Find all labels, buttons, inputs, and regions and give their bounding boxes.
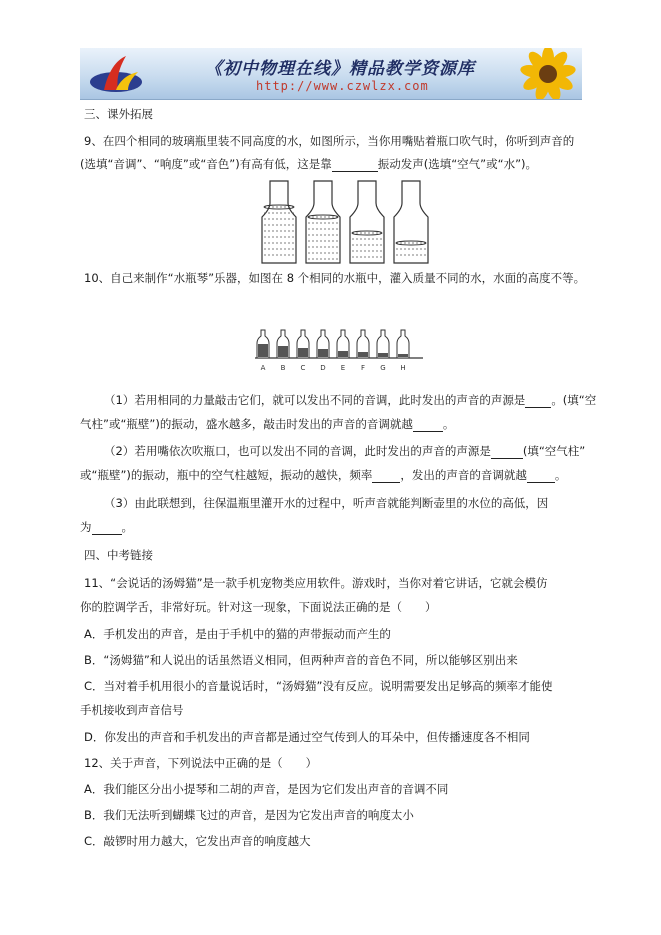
answer-blank (372, 482, 400, 483)
banner-url: http://www.czwlzx.com (256, 79, 429, 93)
q12-option-c: C．敲锣时用力越大，它发出声音的响度越大 (84, 834, 311, 848)
bottle-label-e: E (340, 364, 346, 372)
q9-line2: (选填“音调”、“响度”或“音色”)有高有低，这是靠 振动发声(选填“空气”或“水”)。 (80, 157, 538, 171)
q12-option-b: B．我们无法听到蝴蝶飞过的声音，是因为它发出声音的响度太小 (84, 808, 414, 822)
q11-option-a: A．手机发出的声音，是由于手机中的猫的声带振动而产生的 (84, 627, 391, 641)
answer-blank (525, 407, 551, 408)
q11-option-c-line1: C．当对着手机用很小的音量说话时，“汤姆猫”没有反应。说明需要发出足够高的频率才能使 (84, 679, 553, 693)
q11-option-d: D．你发出的声音和手机发出的声音都是通过空气传到人的耳朵中，但传播速度各不相同 (84, 730, 530, 744)
four-bottles-figure (256, 177, 431, 267)
q9-line1: 9、在四个相同的玻璃瓶里装不同高度的水，如图所示，当你用嘴贴着瓶口吹气时，你听到声音的 (84, 134, 575, 148)
sunflower-icon (508, 48, 578, 99)
logo-icon (86, 52, 146, 96)
banner-title: 《初中物理在线》精品教学资源库 (205, 59, 475, 79)
bottle-label-c: C (300, 364, 306, 372)
q11-line2: 你的腔调学舌，非常好玩。针对这一现象，下面说法正确的是（ ） (80, 600, 437, 614)
q10-p1-line2: 气柱”或“瓶壁”)的振动，盛水越多，敲击时发出的声音的音调就越 。 (80, 417, 455, 431)
q12-line1: 12、关于声音，下列说法中正确的是（ ） (84, 756, 318, 770)
eight-bottles-figure (255, 328, 425, 378)
header-banner (80, 48, 582, 100)
bottle-label-g: G (380, 364, 386, 372)
q10-line1: 10、自己来制作“水瓶琴”乐器，如图在 8 个相同的水瓶中，灌入质量不同的水，水面的高度不等。 (84, 271, 586, 285)
bottle-label-h: H (400, 364, 406, 372)
bottle-label-d: D (320, 364, 326, 372)
answer-blank (92, 534, 122, 535)
q10-p1-line1: （1）若用相同的力量敲击它们，就可以发出不同的音调，此时发出的声音的声源是 。(填“空 (104, 393, 597, 407)
q11-line1: 11、“会说话的汤姆猫”是一款手机宠物类应用软件。游戏时，当你对着它讲话，它就会模仿 (84, 576, 548, 590)
q12-option-a: A．我们能区分出小提琴和二胡的声音，是因为它们发出声音的音调不同 (84, 782, 449, 796)
q10-p3-line2: 为 。 (80, 520, 133, 534)
bottle-label-f: F (360, 364, 366, 372)
answer-blank (332, 171, 378, 172)
section-heading-3: 三、课外拓展 (84, 107, 153, 121)
answer-blank (491, 458, 523, 459)
q11-option-b: B．“汤姆猫”和人说出的话虽然语义相同，但两种声音的音色不同，所以能够区别出来 (84, 653, 518, 667)
q11-option-c-line2: 手机接收到声音信号 (80, 703, 184, 717)
q10-p2-line1: （2）若用嘴依次吹瓶口，也可以发出不同的音调，此时发出的声音的声源是 (填“空气柱” (104, 444, 586, 458)
bottle-label-a: A (260, 364, 266, 372)
section-heading-4: 四、中考链接 (84, 548, 153, 562)
bottle-label-b: B (280, 364, 286, 372)
q10-p3-line1: （3）由此联想到，往保温瓶里灌开水的过程中，听声音就能判断壶里的水位的高低，因 (104, 496, 549, 510)
answer-blank (527, 482, 555, 483)
answer-blank (413, 431, 443, 432)
q10-p2-line2: 或“瓶壁”)的振动，瓶中的空气柱越短，振动的越快，频率 ，发出的声音的音调就越 。 (80, 468, 567, 482)
